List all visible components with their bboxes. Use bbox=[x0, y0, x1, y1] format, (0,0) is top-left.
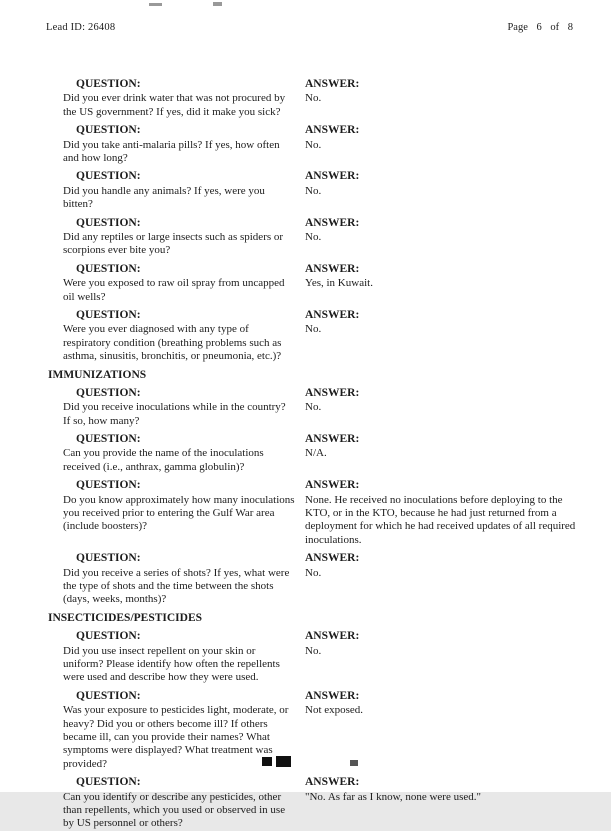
question-text: Can you provide the name of the inoculations received (i.e., anthrax, gamma globulin)? bbox=[63, 447, 264, 473]
qa-pair bbox=[48, 551, 577, 607]
question-text: Were you ever diagnosed with any type of respiratory condition (breathing problems such as asthma, sinusitis, bronchitis, or pneumonia, etc.)? bbox=[63, 323, 282, 363]
section-heading-row bbox=[48, 611, 577, 625]
answer-text: No. bbox=[305, 644, 322, 657]
question-label: QUESTION: bbox=[76, 308, 141, 321]
lead-id-label: Lead ID: 26408 bbox=[46, 22, 116, 33]
section-title: INSECTICIDES/PESTICIDES bbox=[48, 611, 203, 624]
question-label: QUESTION: bbox=[76, 689, 141, 702]
question-label: QUESTION: bbox=[76, 216, 141, 229]
question-cell bbox=[48, 478, 305, 547]
question-text: Was your exposure to pesticides light, moderate, or heavy? Did you or others become ill? If others became ill, can you provide their names? What symptoms were displayed? What treatment was provided? bbox=[63, 704, 289, 770]
qa-pair bbox=[48, 262, 577, 304]
document-header bbox=[0, 0, 611, 33]
answer-cell bbox=[305, 77, 577, 119]
answer-label: ANSWER: bbox=[305, 262, 360, 275]
answer-text: No. bbox=[305, 184, 322, 197]
answer-label: ANSWER: bbox=[305, 216, 360, 229]
answer-text: No. bbox=[305, 230, 322, 243]
question-text: Did you receive inoculations while in the country? If so, how many? bbox=[63, 401, 286, 427]
answer-cell bbox=[305, 432, 577, 474]
answer-label: ANSWER: bbox=[305, 433, 360, 446]
answer-label: ANSWER: bbox=[305, 479, 360, 492]
question-cell bbox=[48, 775, 305, 831]
scan-artifact bbox=[350, 760, 358, 766]
question-label: QUESTION: bbox=[76, 170, 141, 183]
question-cell bbox=[48, 169, 305, 211]
scan-artifact bbox=[276, 756, 291, 767]
answer-label: ANSWER: bbox=[305, 689, 360, 702]
answer-cell bbox=[305, 478, 577, 547]
answer-cell bbox=[305, 386, 577, 428]
question-text: Did you take anti-malaria pills? If yes, how often and how long? bbox=[63, 138, 280, 164]
answer-text: No. bbox=[305, 92, 322, 105]
scan-artifact bbox=[213, 2, 222, 6]
answer-label: ANSWER: bbox=[305, 552, 360, 565]
question-cell bbox=[48, 262, 305, 304]
answer-text: No. bbox=[305, 566, 322, 579]
question-cell bbox=[48, 77, 305, 119]
answer-cell bbox=[305, 123, 577, 165]
answer-cell bbox=[305, 629, 577, 685]
question-label: QUESTION: bbox=[76, 386, 141, 399]
answer-cell bbox=[305, 551, 577, 607]
question-text: Did you handle any animals? If yes, were you bitten? bbox=[63, 184, 265, 211]
answer-label: ANSWER: bbox=[305, 78, 360, 90]
question-text: Did you use insect repellent on your skin or uniform? Please identify how often the repellents were used and describe how they were used. bbox=[63, 644, 280, 684]
answer-label: ANSWER: bbox=[305, 124, 360, 137]
section-title: IMMUNIZATIONS bbox=[48, 368, 147, 381]
qa-pair bbox=[48, 629, 577, 685]
answer-text: N/A. bbox=[305, 447, 327, 460]
qa-pair bbox=[48, 77, 577, 119]
answer-cell bbox=[305, 216, 577, 258]
qa-pair bbox=[48, 308, 577, 364]
question-label: QUESTION: bbox=[76, 433, 141, 446]
question-cell bbox=[48, 432, 305, 474]
qa-pair bbox=[48, 478, 577, 547]
question-cell bbox=[48, 216, 305, 258]
answer-label: ANSWER: bbox=[305, 308, 360, 321]
answer-cell bbox=[305, 169, 577, 211]
answer-cell bbox=[305, 689, 577, 771]
question-text: Were you exposed to raw oil spray from uncapped oil wells? bbox=[63, 277, 285, 303]
answer-text: No. bbox=[305, 401, 322, 414]
answer-text: Yes, in Kuwait. bbox=[305, 277, 373, 290]
answer-label: ANSWER: bbox=[305, 630, 360, 643]
question-label: QUESTION: bbox=[76, 78, 141, 90]
qa-pair bbox=[48, 169, 577, 211]
qa-pair bbox=[48, 689, 577, 771]
question-label: QUESTION: bbox=[76, 124, 141, 137]
question-label: QUESTION: bbox=[76, 552, 141, 565]
question-label: QUESTION: bbox=[76, 262, 141, 275]
question-cell bbox=[48, 629, 305, 685]
question-label: QUESTION: bbox=[76, 776, 141, 789]
page-number-label: Page 6 of 8 bbox=[507, 22, 573, 33]
qa-pair bbox=[48, 775, 577, 831]
section-heading-row bbox=[48, 368, 577, 382]
scan-artifact bbox=[149, 3, 162, 6]
answer-label: ANSWER: bbox=[305, 776, 360, 789]
answer-text: None. He received no inoculations before deploying to the KTO, or in the KTO, because he had just returned from a deployment for which he had received updates of all required inoculations. bbox=[305, 493, 576, 546]
answer-cell bbox=[305, 308, 577, 364]
question-label: QUESTION: bbox=[76, 479, 141, 492]
answer-text: No. bbox=[305, 323, 322, 336]
answer-cell bbox=[305, 775, 577, 831]
answer-text: "No. As far as I know, none were used." bbox=[305, 790, 481, 803]
answer-cell bbox=[305, 262, 577, 304]
qa-pair bbox=[48, 123, 577, 165]
question-text: Do you know approximately how many inoculations you received prior to entering the Gulf War area (include boosters)? bbox=[63, 493, 295, 533]
answer-label: ANSWER: bbox=[305, 170, 360, 183]
answer-text: No. bbox=[305, 138, 322, 151]
question-cell bbox=[48, 308, 305, 364]
qa-pair bbox=[48, 216, 577, 258]
question-text: Did any reptiles or large insects such as spiders or scorpions ever bite you? bbox=[63, 230, 284, 257]
qa-list bbox=[0, 77, 611, 831]
question-cell bbox=[48, 386, 305, 428]
answer-label: ANSWER: bbox=[305, 386, 360, 399]
qa-pair bbox=[48, 432, 577, 474]
scan-artifact bbox=[262, 757, 272, 766]
question-text: Can you identify or describe any pesticides, other than repellents, which you used or observed in use by US personnel or others? bbox=[63, 790, 286, 830]
answer-text: Not exposed. bbox=[305, 704, 364, 717]
question-cell bbox=[48, 551, 305, 607]
question-label: QUESTION: bbox=[76, 630, 141, 643]
qa-pair bbox=[48, 386, 577, 428]
question-cell bbox=[48, 123, 305, 165]
question-text: Did you receive a series of shots? If yes, what were the type of shots and the time between the shots (days, weeks, months)? bbox=[63, 566, 290, 606]
question-text: Did you ever drink water that was not procured by the US government? If yes, did it make you sick? bbox=[63, 92, 286, 118]
